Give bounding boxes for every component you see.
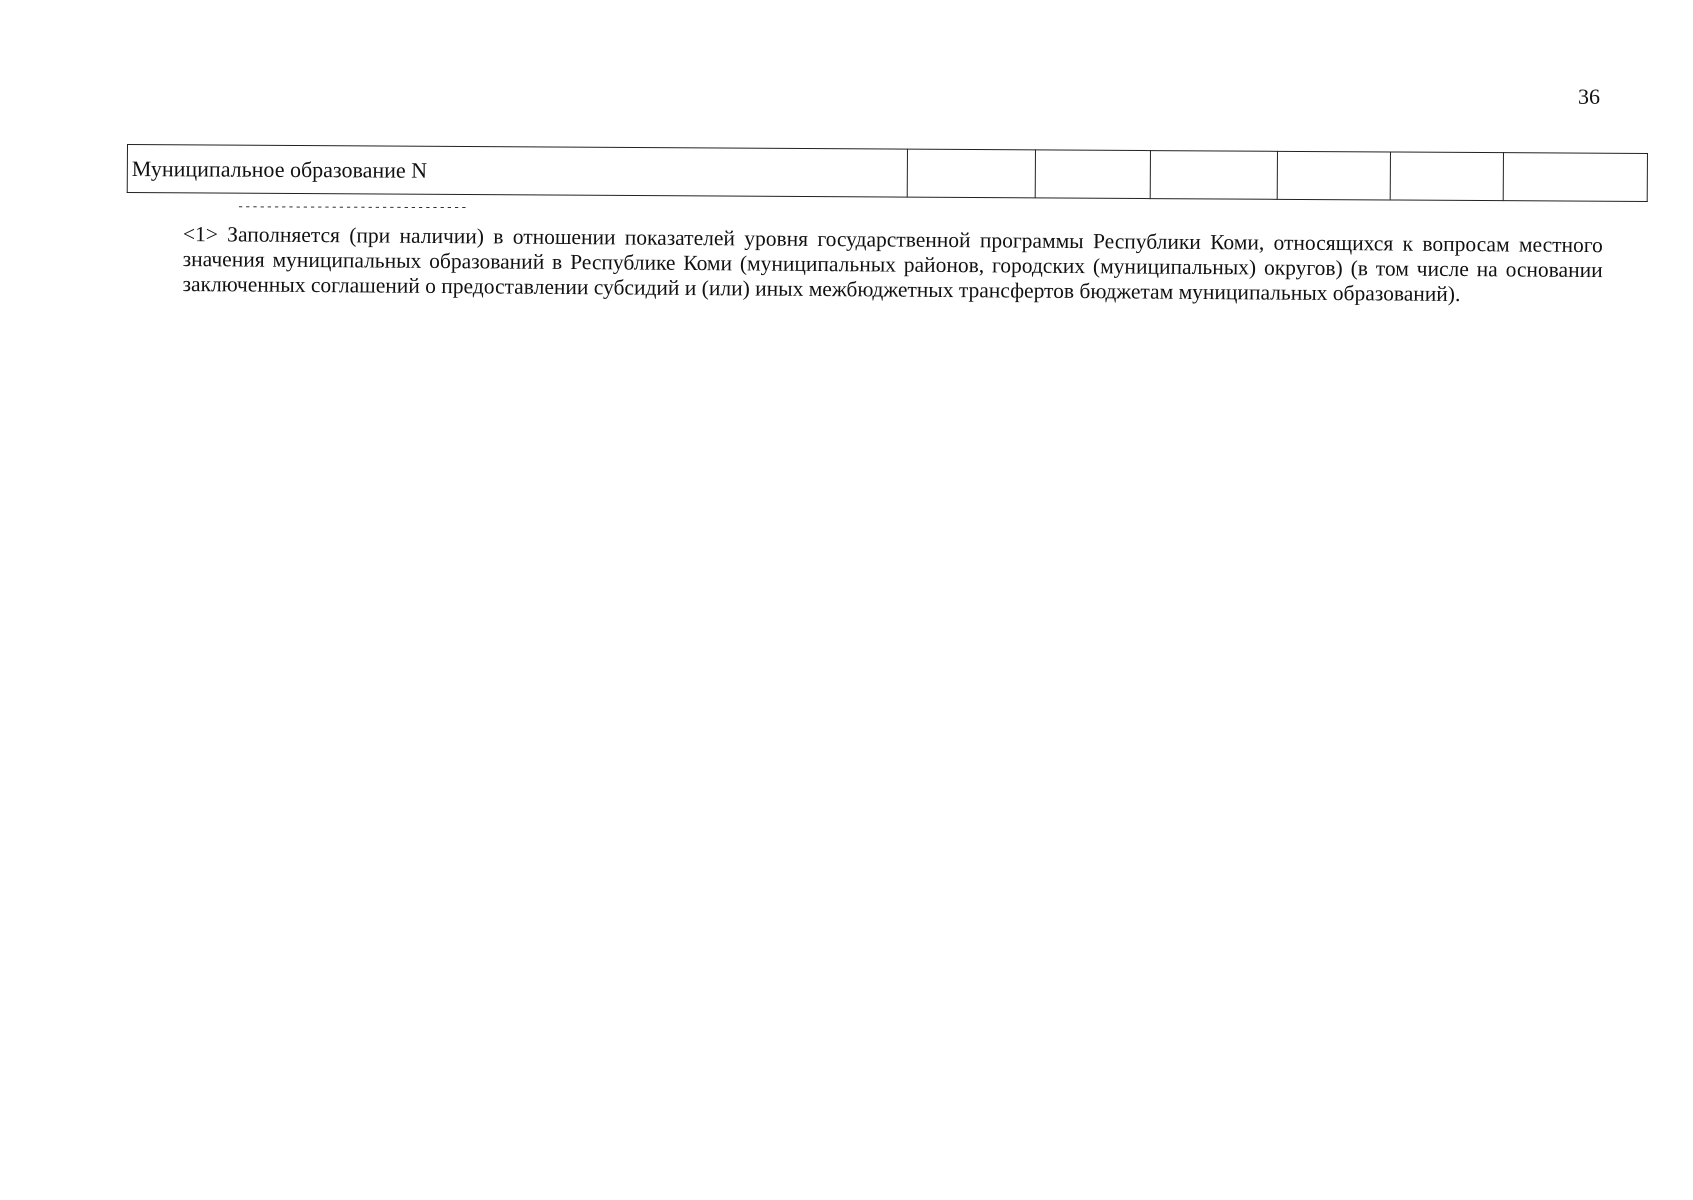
- footnote: [182, 222, 1603, 308]
- table-cell: [1503, 153, 1647, 202]
- table-cell: [1277, 151, 1390, 200]
- table-cell: [1150, 151, 1277, 200]
- footnote-separator: --------------------------------: [236, 200, 468, 215]
- indicator-table-container: [127, 144, 1647, 202]
- footnote-text: <1> Заполняется (при наличии) в отношении показателей уровня государственной программы Республики Коми, относящихся к вопросам местного значения муниципальных образований в Республике Коми (муниципальных районов, городских (муниципальных) округов) (в том числе на основании заключенных соглашений о предоставлении субсидий и (или) иных межбюджетных трансфертов бюджетам муниципальных образований).: [182, 222, 1603, 307]
- indicator-table: [127, 144, 1648, 202]
- table-cell: [907, 149, 1035, 198]
- table-cell: [1035, 150, 1150, 199]
- row-label-municipality: Муниципальное образование N: [127, 145, 907, 198]
- table-row: [127, 145, 1647, 202]
- table-cell: [1390, 152, 1503, 201]
- page-number: 36: [1578, 84, 1600, 109]
